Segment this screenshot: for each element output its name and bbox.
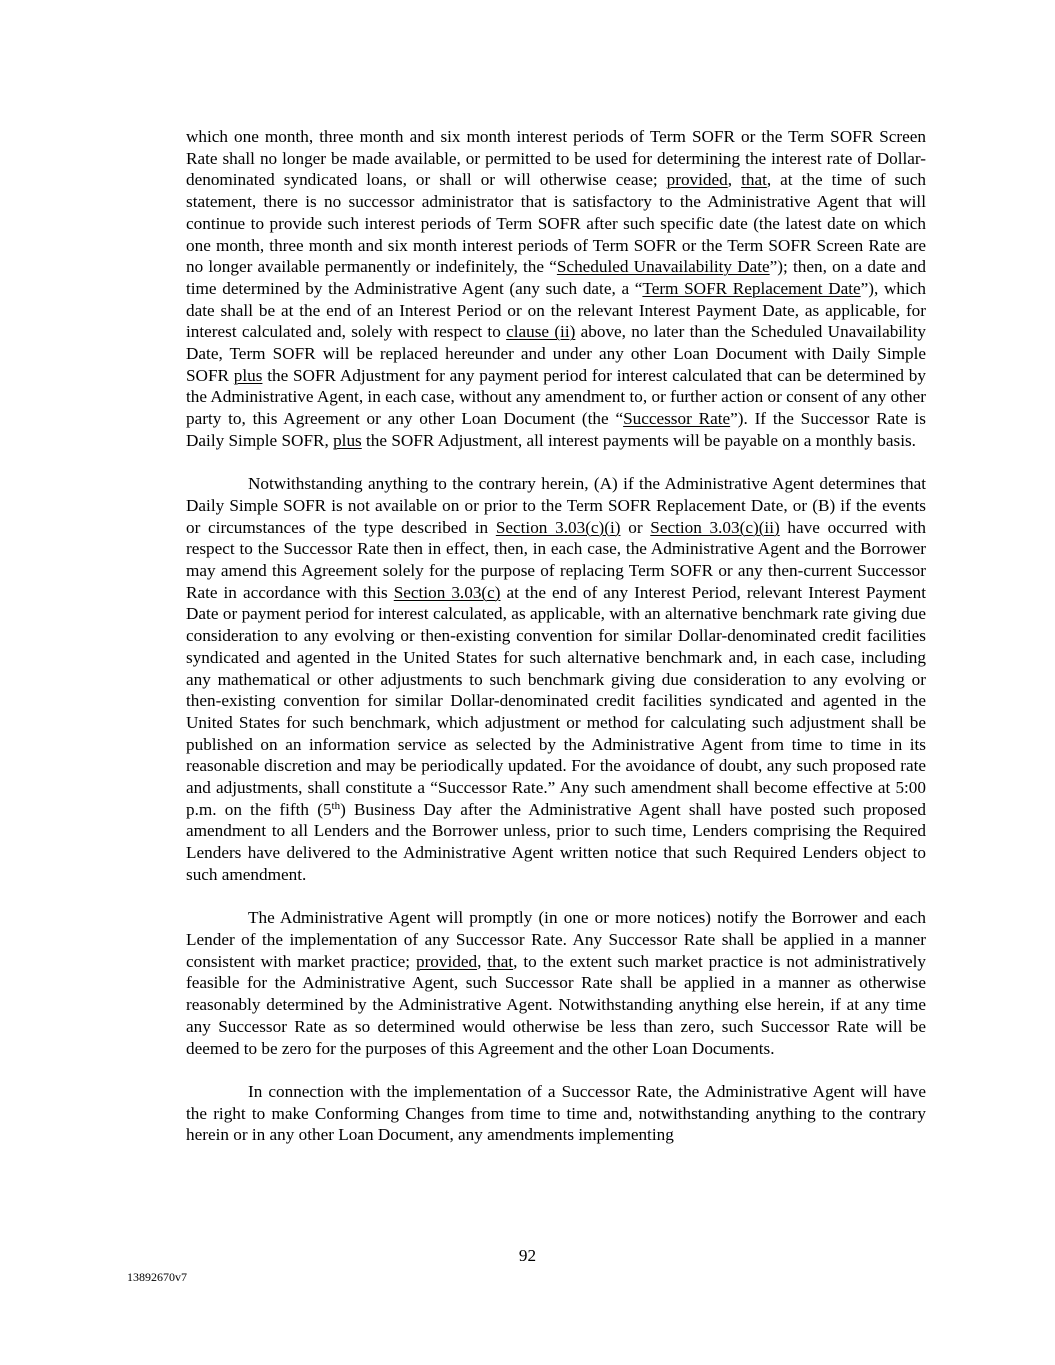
text-run: In connection with the implementation of a Successor Rate, the Administrative Agent will have the right to make Conforming Changes from time to time and, notwithstanding anything to the contrary herein or in any other Loan Document, any amendments implementing	[186, 1081, 926, 1145]
text-run: , at the time of such statement, there is no successor administrator that is satisfactory to the Administrative Agent that will continue to provide such interest periods of Term SOFR after such specific date (the latest date on which one month, three month and six month interest periods of Term SOFR or the Term SOFR Screen Rate are no longer available permanently or indefinitely, the “	[186, 170, 927, 277]
underlined-term: Section 3.03(c)(i)	[495, 517, 621, 537]
underlined-term: Scheduled Unavailability Date	[556, 257, 770, 277]
underlined-term: provided	[415, 951, 478, 971]
text-run: or	[620, 517, 651, 537]
underlined-term: plus	[333, 430, 362, 450]
text-run: The Administrative Agent will promptly (in one or more notices) notify the Borrower and each Lender of the implementation of any Successor Rate. Any Successor Rate shall be applied in a manner consistent with market practice;	[186, 908, 926, 971]
document-id: 13892670v7	[127, 1270, 187, 1284]
superscript-text: th	[331, 799, 341, 812]
text-run: above, no later than the Scheduled Unavailability Date, Term SOFR will be replaced hereunder and under any other Loan Document with Daily Simple SOFR	[186, 322, 926, 385]
document-body	[186, 126, 926, 1146]
text-run: the SOFR Adjustment, all interest payments will be payable on a monthly basis.	[361, 430, 916, 450]
underlined-term: Term SOFR Replacement Date	[642, 278, 861, 298]
underlined-term: Successor Rate	[623, 409, 731, 429]
paragraph	[186, 907, 926, 1059]
text-run: the SOFR Adjustment for any payment period for interest calculated that can be determined by the Administrative Agent, in each case, without any amendment to, or further action or consent of any other party to, this Agreement or any other Loan Document (the “	[186, 365, 926, 429]
page-number: 92	[518, 1246, 537, 1265]
text-run: , to the extent such market practice is not administratively feasible for the Administrative Agent, such Successor Rate shall be applied in a manner as otherwise reasonably determined by the Administrative Agent. Notwithstanding anything else herein, if at any time any Successor Rate as so determined would otherwise be less than zero, such Successor Rate will be deemed to be zero for the purposes of this Agreement and the other Loan Documents.	[186, 951, 927, 1058]
paragraph	[186, 126, 926, 452]
underlined-term: that	[741, 170, 767, 190]
text-run: at the end of any Interest Period, relevant Interest Payment Date or payment period for interest calculated, as applicable, with an alternative benchmark rate giving due consideration to any evolving or then-existing convention for similar Dollar-denominated credit facilities syndicated and agented in the United States for such alternative benchmark and, in each case, including any mathematical or other adjustments to such benchmark giving due consideration to any evolving or then-existing convention for similar Dollar-denominated credit facilities syndicated and agented in the United States for such benchmark, which adjustment or method for calculating such adjustment shall be published on an information service as selected by the Administrative Agent from time to time in its reasonable discretion and may be periodically updated. For the avoidance of doubt, any such proposed rate and adjustments, shall constitute a “Successor Rate.” Any such amendment shall become effective at 5:00 p.m. on the fifth (5	[186, 582, 926, 819]
text-run: Notwithstanding anything to the contrary herein, (A) if the Administrative Agent determines that Daily Simple SOFR is not available on or prior to the Term SOFR Replacement Date, or (B) if the events or circumstances of the type described in	[186, 474, 926, 537]
text-run: ”). If the Successor Rate is Daily Simple SOFR,	[186, 409, 926, 450]
paragraph	[186, 473, 926, 885]
underlined-term: Section 3.03(c)(ii)	[650, 517, 780, 537]
paragraph	[186, 1081, 926, 1146]
underlined-term: clause (ii)	[506, 322, 576, 342]
text-run: ) Business Day after the Administrative Agent shall have posted such proposed amendment to all Lenders and the Borrower unless, prior to such time, Lenders comprising the Required Lenders have delivered to the Administrative Agent written notice that such Required Lenders object to such amendment.	[186, 799, 927, 884]
text-run: ,	[477, 951, 488, 971]
text-run: have occurred with respect to the Successor Rate then in effect, then, in each case, the Administrative Agent and the Borrower may amend this Agreement solely for the purpose of replacing Term SOFR or any then-current Successor Rate in accordance with this	[186, 517, 926, 602]
underlined-term: plus	[233, 365, 263, 385]
text-run: ,	[727, 170, 742, 190]
underlined-term: that	[487, 951, 514, 971]
underlined-term: provided	[666, 170, 728, 190]
text-run: ”), which date shall be at the end of an Interest Period or on the relevant Interest Payment Date, as applicable, for interest calculated and, solely with respect to	[186, 278, 927, 342]
underlined-term: Section 3.03(c)	[393, 582, 501, 602]
text-run: which one month, three month and six month interest periods of Term SOFR or the Term SOFR Screen Rate shall no longer be made available, or permitted to be used for determining the interest rate of Dollar-denominated syndicated loans, or shall or will otherwise cease;	[186, 127, 926, 190]
text-run: ”); then, on a date and time determined by the Administrative Agent (any such date, a “	[186, 257, 927, 298]
